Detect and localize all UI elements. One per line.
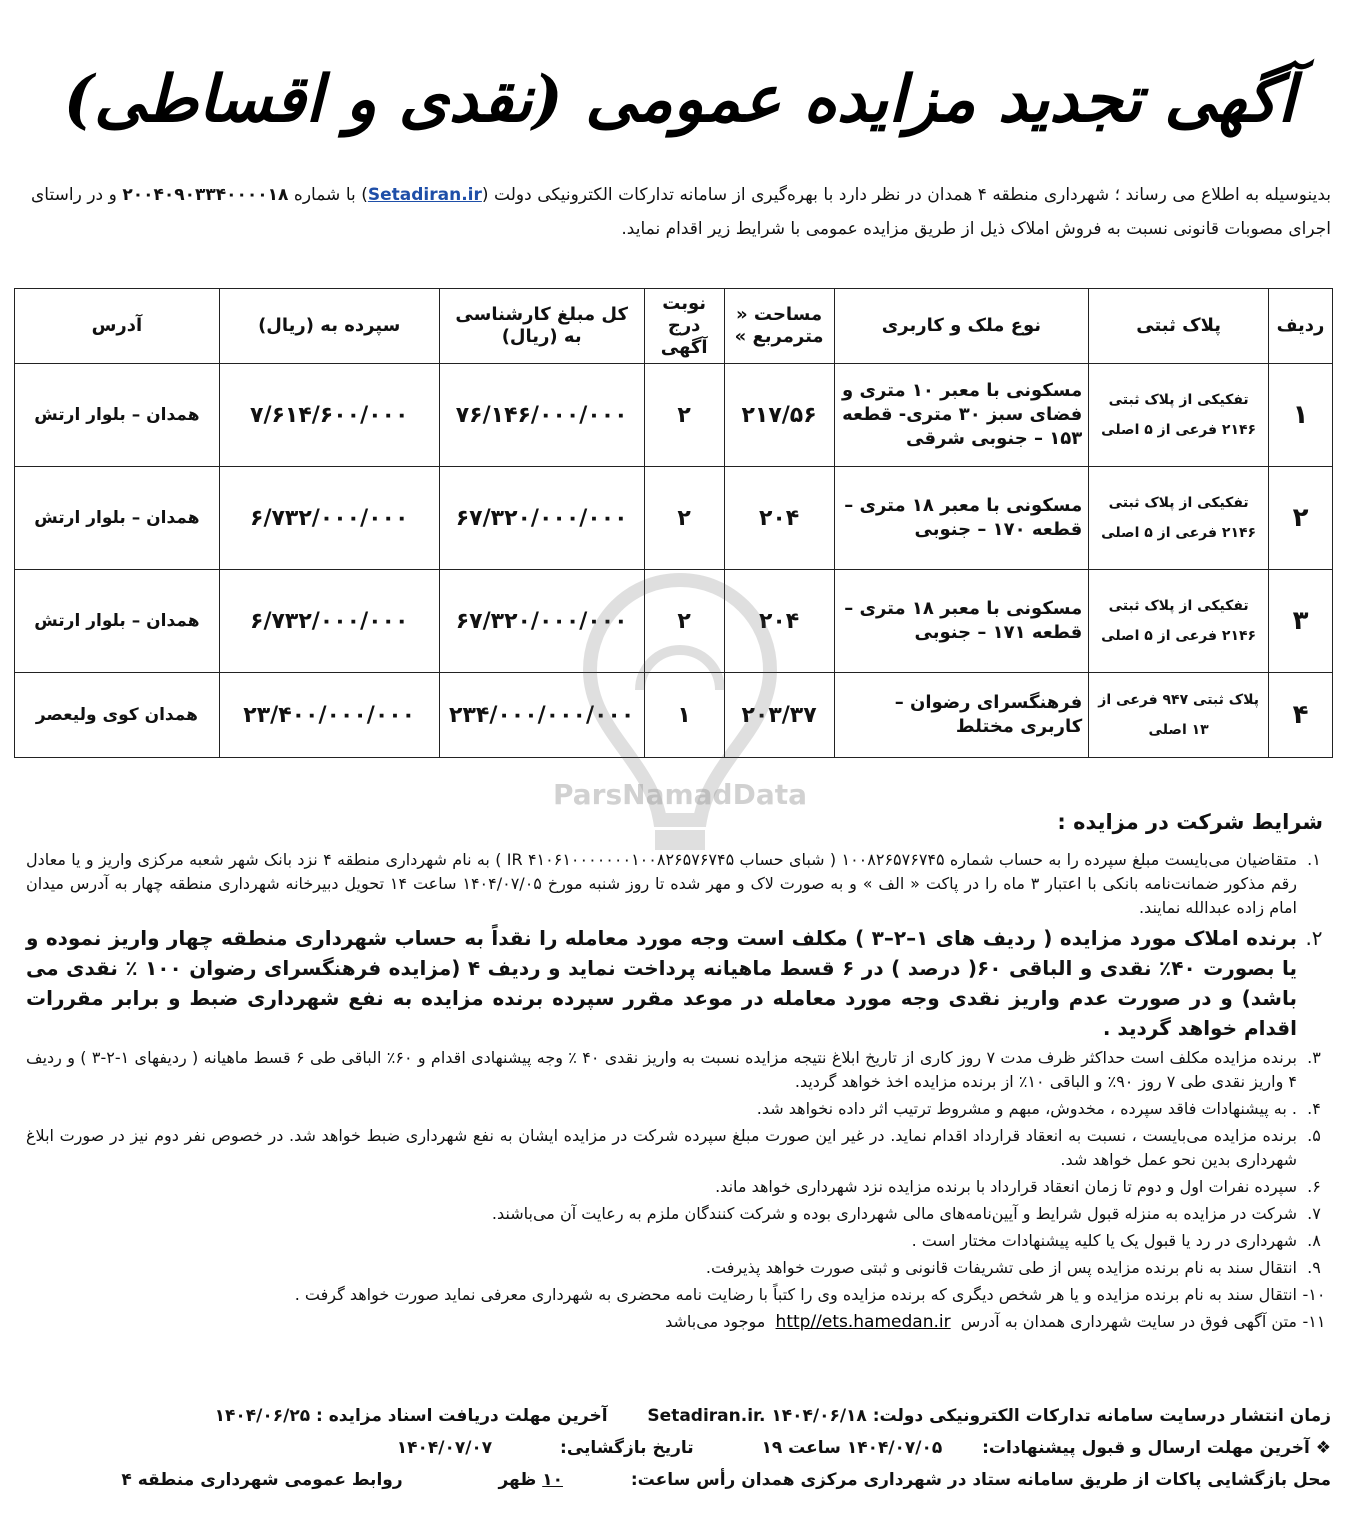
conditions-list — [26, 848, 1331, 1337]
footer-line-publish — [26, 1400, 1331, 1432]
publish-date: ۱۴۰۴/۰۶/۱۸ — [771, 1406, 867, 1426]
submit-deadline-label: آخرین مهلت ارسال و قبول پیشنهادات: — [982, 1438, 1310, 1458]
cell-plate — [1089, 364, 1269, 467]
condition-text: شهرداری در رد یا قبول یک یا کلیه پیشنهادات مختار است . — [911, 1231, 1297, 1250]
plate-line-a: پلاک ثبتی ۹۴۷ فرعی از ۱۳ اصلی — [1098, 692, 1259, 738]
intro-paragraph — [31, 178, 1331, 246]
header-area: مساحت « مترمربع » — [724, 289, 834, 364]
doc-deadline-label: آخرین مهلت دریافت اسناد مزایده : — [316, 1406, 608, 1426]
condition-number: ۱۰- — [1302, 1285, 1326, 1304]
intro-text-2: ) با شماره — [293, 185, 368, 205]
cell-deposit: ۷/۶۱۴/۶۰۰/۰۰۰ — [219, 364, 439, 467]
hamedan-website-link[interactable]: http//ets.hamedan.ir — [775, 1312, 951, 1332]
cell-area: ۲۰۴ — [724, 467, 834, 570]
cell-address: همدان – بلوار ارتش — [15, 467, 220, 570]
condition-text: سپرده نفرات اول و دوم تا زمان انعقاد قرارداد با برنده مزایده نزد شهرداری خواهد ماند. — [715, 1177, 1297, 1196]
page-title: آگهی تجدید مزایده عمومی (نقدی و اقساطی) — [63, 62, 1296, 137]
condition-number: ۸. — [1307, 1231, 1321, 1250]
condition-number: ۷. — [1307, 1204, 1321, 1223]
table-row — [15, 467, 1333, 570]
publish-label: زمان انتشار درسایت سامانه تدارکات الکترونیکی دولت: — [872, 1406, 1331, 1426]
header-deposit: سپرده به (ریال) — [219, 289, 439, 364]
cell-row-number: ۴ — [1269, 673, 1333, 758]
diamond-bullet-icon: ❖ — [1315, 1438, 1331, 1458]
cell-notice-turn: ۱ — [644, 673, 724, 758]
opening-noon: ظهر — [498, 1470, 537, 1490]
plate-line-a: تفکیکی از پلاک ثبتی — [1108, 392, 1249, 408]
opening-place: روابط عمومی شهرداری منطقه ۴ — [121, 1470, 403, 1490]
cell-appraisal-price: ۶۷/۳۲۰/۰۰۰/۰۰۰ — [439, 570, 644, 673]
tender-number: ۲۰۰۴۰۹۰۳۳۴۰۰۰۰۱۸ — [122, 185, 289, 205]
condition-number: ۴. — [1307, 1099, 1321, 1118]
header-property-type: نوع ملک و کاربری — [834, 289, 1089, 364]
condition-text: انتقال سند به نام برنده مزایده و یا هر شخص دیگری که برنده مزایده وی را کتباً با رضایت نامه محضری به شهرداری معرفی نماید صورت خواهد گرفت . — [294, 1285, 1297, 1304]
condition-number: ۹. — [1307, 1258, 1321, 1277]
cell-plate — [1089, 570, 1269, 673]
condition-item — [26, 1229, 1331, 1253]
cell-appraisal-price: ۶۷/۳۲۰/۰۰۰/۰۰۰ — [439, 467, 644, 570]
opening-place-label: محل بازگشایی پاکات از طریق سامانه ستاد در شهرداری مرکزی همدان رأس ساعت: — [630, 1470, 1331, 1490]
condition-number: ۳. — [1307, 1048, 1321, 1067]
intro-text-3: و در راستای اجرای مصوبات قانونی نسبت به فروش املاک ذیل از طریق مزایده عمومی با شرایط زیر اقدام نماید. — [31, 185, 1331, 239]
submit-deadline-time: ساعت ۱۹ — [761, 1438, 841, 1458]
doc-deadline-date: ۱۴۰۴/۰۶/۲۵ — [214, 1406, 311, 1426]
plate-line-b: ۲۱۴۶ فرعی از ۵ اصلی — [1101, 525, 1257, 541]
condition-text: برنده املاک مورد مزایده ( ردیف های ۱–۲–۳ ) مکلف است وجه مورد معامله را نقداً به حساب شهرداری منطقه چهار واریز نموده و یا بصورت ۴۰٪ نقدی و الباقی ۶۰( درصد ) در ۶ قسط ماهیانه پرداخت نماید و ردیف ۴ (مزایده فرهنگسرای رضوان ۱۰۰ ٪ نقدی می باشد) و در صورت عدم واریز نقدی وجه مورد معامله در موعد مقرر سپرده برنده مزایده به نفع شهرداری ضبط و برابر مقررات اقدام خواهد گردید . — [26, 926, 1298, 1040]
cell-address: همدان کوی ولیعصر — [15, 673, 220, 758]
condition-text: شرکت در مزایده به منزله قبول شرایط و آیین‌نامه‌های مالی شهرداری بوده و شرکت کنندگان ملزم به رعایت آن می‌باشند. — [491, 1204, 1297, 1223]
cell-notice-turn: ۲ — [644, 364, 724, 467]
header-appraisal-price: کل مبلغ کارشناسی به (ریال) — [439, 289, 644, 364]
cell-deposit: ۶/۷۳۲/۰۰۰/۰۰۰ — [219, 570, 439, 673]
condition-number: ۶. — [1307, 1177, 1321, 1196]
schedule-footer — [26, 1400, 1331, 1496]
condition-item — [26, 848, 1331, 920]
condition-text: متقاضیان می‌بایست مبلغ سپرده را به حساب شماره ۱۰۰۸۲۶۵۷۶۷۴۵ ( شبای حساب IR ۴۱۰۶۱۰۰۰۰۰۰۰۱۰۰۸۲۶۵۷۶۷۴۵ ) به نام شهرداری منطقه ۴ نزد بانک شهر شعبه مرکزی واریز و یا معادل رقم مذکور ضمانت‌نامه بانکی با اعتبار ۳ ماه را در پاکت « الف » و به صورت لاک و مهر شده تا روز شنبه مورخ ۱۴۰۴/۰۷/۰۵ ساعت ۱۴ تحویل دبیرخانه شهرداری منطقه چهار به آدرس میدان امام زاده عبدالله نمایند. — [26, 850, 1298, 917]
condition-item — [26, 923, 1331, 1043]
setadiran-link[interactable]: Setadiran.ir — [367, 185, 482, 205]
cell-plate — [1089, 467, 1269, 570]
opening-date: ۱۴۰۴/۰۷/۰۷ — [396, 1438, 493, 1458]
cell-area: ۲۰۳/۳۷ — [724, 673, 834, 758]
cell-address: همدان – بلوار ارتش — [15, 570, 220, 673]
cell-row-number: ۱ — [1269, 364, 1333, 467]
condition-text: . به پیشنهادات فاقد سپرده ، مخدوش، مبهم و مشروط ترتیب اثر داده نخواهد شد. — [756, 1099, 1297, 1118]
cell-appraisal-price: ۲۳۴/۰۰۰/۰۰۰/۰۰۰ — [439, 673, 644, 758]
plate-line-a: تفکیکی از پلاک ثبتی — [1108, 598, 1249, 614]
condition-item — [26, 1283, 1331, 1307]
condition-item — [26, 1202, 1331, 1226]
cell-property-type: مسکونی با معبر ۱۰ متری و فضای سبز ۳۰ متری- قطعه ۱۵۳ – جنوبی شرقی — [834, 364, 1089, 467]
publish-site: Setadiran.ir. — [647, 1406, 766, 1426]
cell-area: ۲۰۴ — [724, 570, 834, 673]
condition-11-text-a: متن آگهی فوق در سایت شهرداری همدان به آدرس — [960, 1312, 1297, 1331]
condition-number: ۲. — [1305, 926, 1323, 950]
cell-notice-turn: ۲ — [644, 467, 724, 570]
opening-date-label: تاریخ بازگشایی: — [560, 1438, 694, 1458]
condition-number: ۱۱- — [1302, 1312, 1326, 1331]
header-plate: پلاک ثبتی — [1089, 289, 1269, 364]
condition-text — [26, 1310, 1297, 1334]
condition-text: برنده مزایده مکلف است حداکثر ظرف مدت ۷ روز کاری از تاریخ ابلاغ نتیجه مزایده نسبت به واریز نقدی ۴۰ ٪ وجه پیشنهادی اقدام و ۶۰٪ الباقی طی ۶ قسط ماهیانه ( ردیفهای ۱-۲-۳ ) و ردیف ۴ واریز نقدی طی ۷ روز ۹۰٪ و الباقی ۱۰٪ از برنده مزایده اخذ خواهد گردید. — [26, 1048, 1298, 1091]
cell-area: ۲۱۷/۵۶ — [724, 364, 834, 467]
plate-line-a: تفکیکی از پلاک ثبتی — [1108, 495, 1249, 511]
header-address: آدرس — [15, 289, 220, 364]
condition-item — [26, 1256, 1331, 1280]
condition-item — [26, 1175, 1331, 1199]
cell-address: همدان – بلوار ارتش — [15, 364, 220, 467]
condition-11-text-b: موجود می‌باشد — [665, 1312, 766, 1331]
cell-property-type: مسکونی با معبر ۱۸ متری – قطعه ۱۷۱ – جنوبی — [834, 570, 1089, 673]
cell-property-type: مسکونی با معبر ۱۸ متری – قطعه ۱۷۰ – جنوبی — [834, 467, 1089, 570]
opening-hour: ۱۰ — [542, 1470, 563, 1490]
conditions-title: شرایط شرکت در مزایده : — [1057, 810, 1323, 834]
condition-number: ۱. — [1307, 850, 1321, 869]
table-row — [15, 570, 1333, 673]
header-notice-turn: نوبت درج آگهی — [644, 289, 724, 364]
condition-item — [26, 1046, 1331, 1094]
cell-deposit: ۶/۷۳۲/۰۰۰/۰۰۰ — [219, 467, 439, 570]
cell-deposit: ۲۳/۴۰۰/۰۰۰/۰۰۰ — [219, 673, 439, 758]
condition-item — [26, 1097, 1331, 1121]
condition-number: ۵. — [1307, 1126, 1321, 1145]
plate-line-b: ۲۱۴۶ فرعی از ۵ اصلی — [1101, 422, 1257, 438]
cell-appraisal-price: ۷۶/۱۴۶/۰۰۰/۰۰۰ — [439, 364, 644, 467]
header-row-number: ردیف — [1269, 289, 1333, 364]
watermark-text: ParsNamadData — [553, 778, 807, 811]
submit-deadline-date: ۱۴۰۴/۰۷/۰۵ — [846, 1438, 943, 1458]
condition-text: انتقال سند به نام برنده مزایده پس از طی تشریفات قانونی و ثبتی صورت خواهد پذیرفت. — [705, 1258, 1297, 1277]
cell-notice-turn: ۲ — [644, 570, 724, 673]
table-header-row — [15, 289, 1333, 364]
condition-item — [26, 1124, 1331, 1172]
cell-row-number: ۲ — [1269, 467, 1333, 570]
cell-plate — [1089, 673, 1269, 758]
condition-item — [26, 1310, 1331, 1334]
condition-text: برنده مزایده می‌بایست ، نسبت به انعقاد قرارداد اقدام نماید. در غیر این صورت مبلغ سپرده شرکت در مزایده ایشان به نفع شهرداری ضبط خواهد شد. در خصوص نفر دوم نیز در صورت ابلاغ شهرداری بدین نحو عمل خواهد شد. — [26, 1126, 1297, 1169]
property-table — [14, 288, 1333, 758]
table-row — [15, 673, 1333, 758]
table-row — [15, 364, 1333, 467]
footer-line-submit — [26, 1432, 1331, 1464]
footer-line-opening — [26, 1464, 1331, 1496]
intro-text-1: بدینوسیله به اطلاع می رساند ؛ شهرداری منطقه ۴ همدان در نظر دارد با بهره‌گیری از سامانه تدارکات الکترونیکی دولت ( — [481, 185, 1332, 205]
cell-row-number: ۳ — [1269, 570, 1333, 673]
cell-property-type: فرهنگسرای رضوان – کاربری مختلط — [834, 673, 1089, 758]
plate-line-b: ۲۱۴۶ فرعی از ۵ اصلی — [1101, 628, 1257, 644]
